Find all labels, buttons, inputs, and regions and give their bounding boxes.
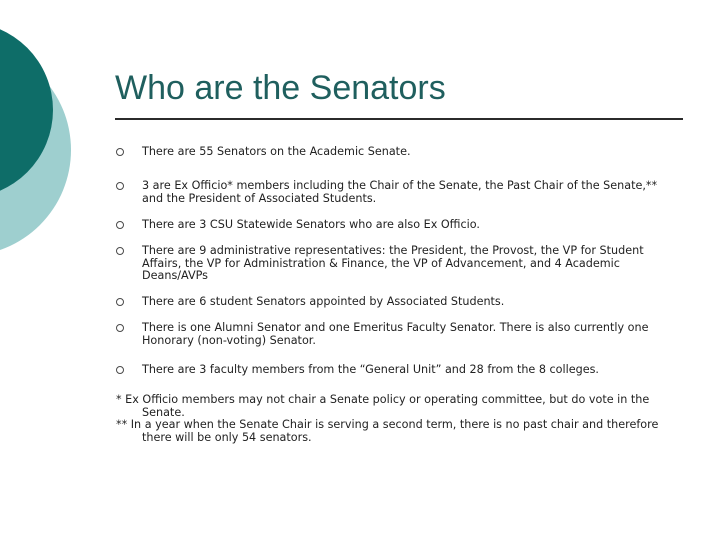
bullet-text: There are 55 Senators on the Academic Senate. [142,145,411,158]
bullet-item [116,146,676,180]
hollow-circle-bullet-icon [116,247,124,255]
bullet-item [116,296,676,322]
bullet-text: There are 3 CSU Statewide Senators who are also Ex Officio. [142,218,480,231]
title-divider [115,118,683,120]
bullet-item [116,322,676,364]
bullet-item [116,180,676,219]
footnotes [116,394,676,444]
decorative-circles [0,0,120,300]
footnote-past-chair: ** In a year when the Senate Chair is serving a second term, there is no past chair and therefore there will be only 54 senators. [116,418,659,444]
bullet-item [116,364,676,392]
bullet-text: There are 6 student Senators appointed by Associated Students. [142,295,505,308]
bullet-text: There are 3 faculty members from the “General Unit” and 28 from the 8 colleges. [142,363,599,376]
hollow-circle-bullet-icon [116,298,124,306]
page-title: Who are the Senators [115,69,446,107]
bullet-list [116,146,676,392]
hollow-circle-bullet-icon [116,366,124,374]
bullet-text: There are 9 administrative representatives: the President, the Provost, the VP for Student Affairs, the VP for Administration & Finance, the VP of Advancement, and 4 Academic Deans/AVPs [142,244,644,282]
bullet-item [116,219,676,245]
bullet-text: There is one Alumni Senator and one Emeritus Faculty Senator. There is also currently one Honorary (non-voting) Senator. [142,321,649,347]
bullet-text: 3 are Ex Officio* members including the Chair of the Senate, the Past Chair of the Senate,** and the President of Associated Students. [142,179,658,205]
hollow-circle-bullet-icon [116,324,124,332]
hollow-circle-bullet-icon [116,182,124,190]
hollow-circle-bullet-icon [116,148,124,156]
bullet-item [116,245,676,296]
hollow-circle-bullet-icon [116,221,124,229]
footnote-ex-officio: * Ex Officio members may not chair a Senate policy or operating committee, but do vote in the Senate. [116,393,650,419]
